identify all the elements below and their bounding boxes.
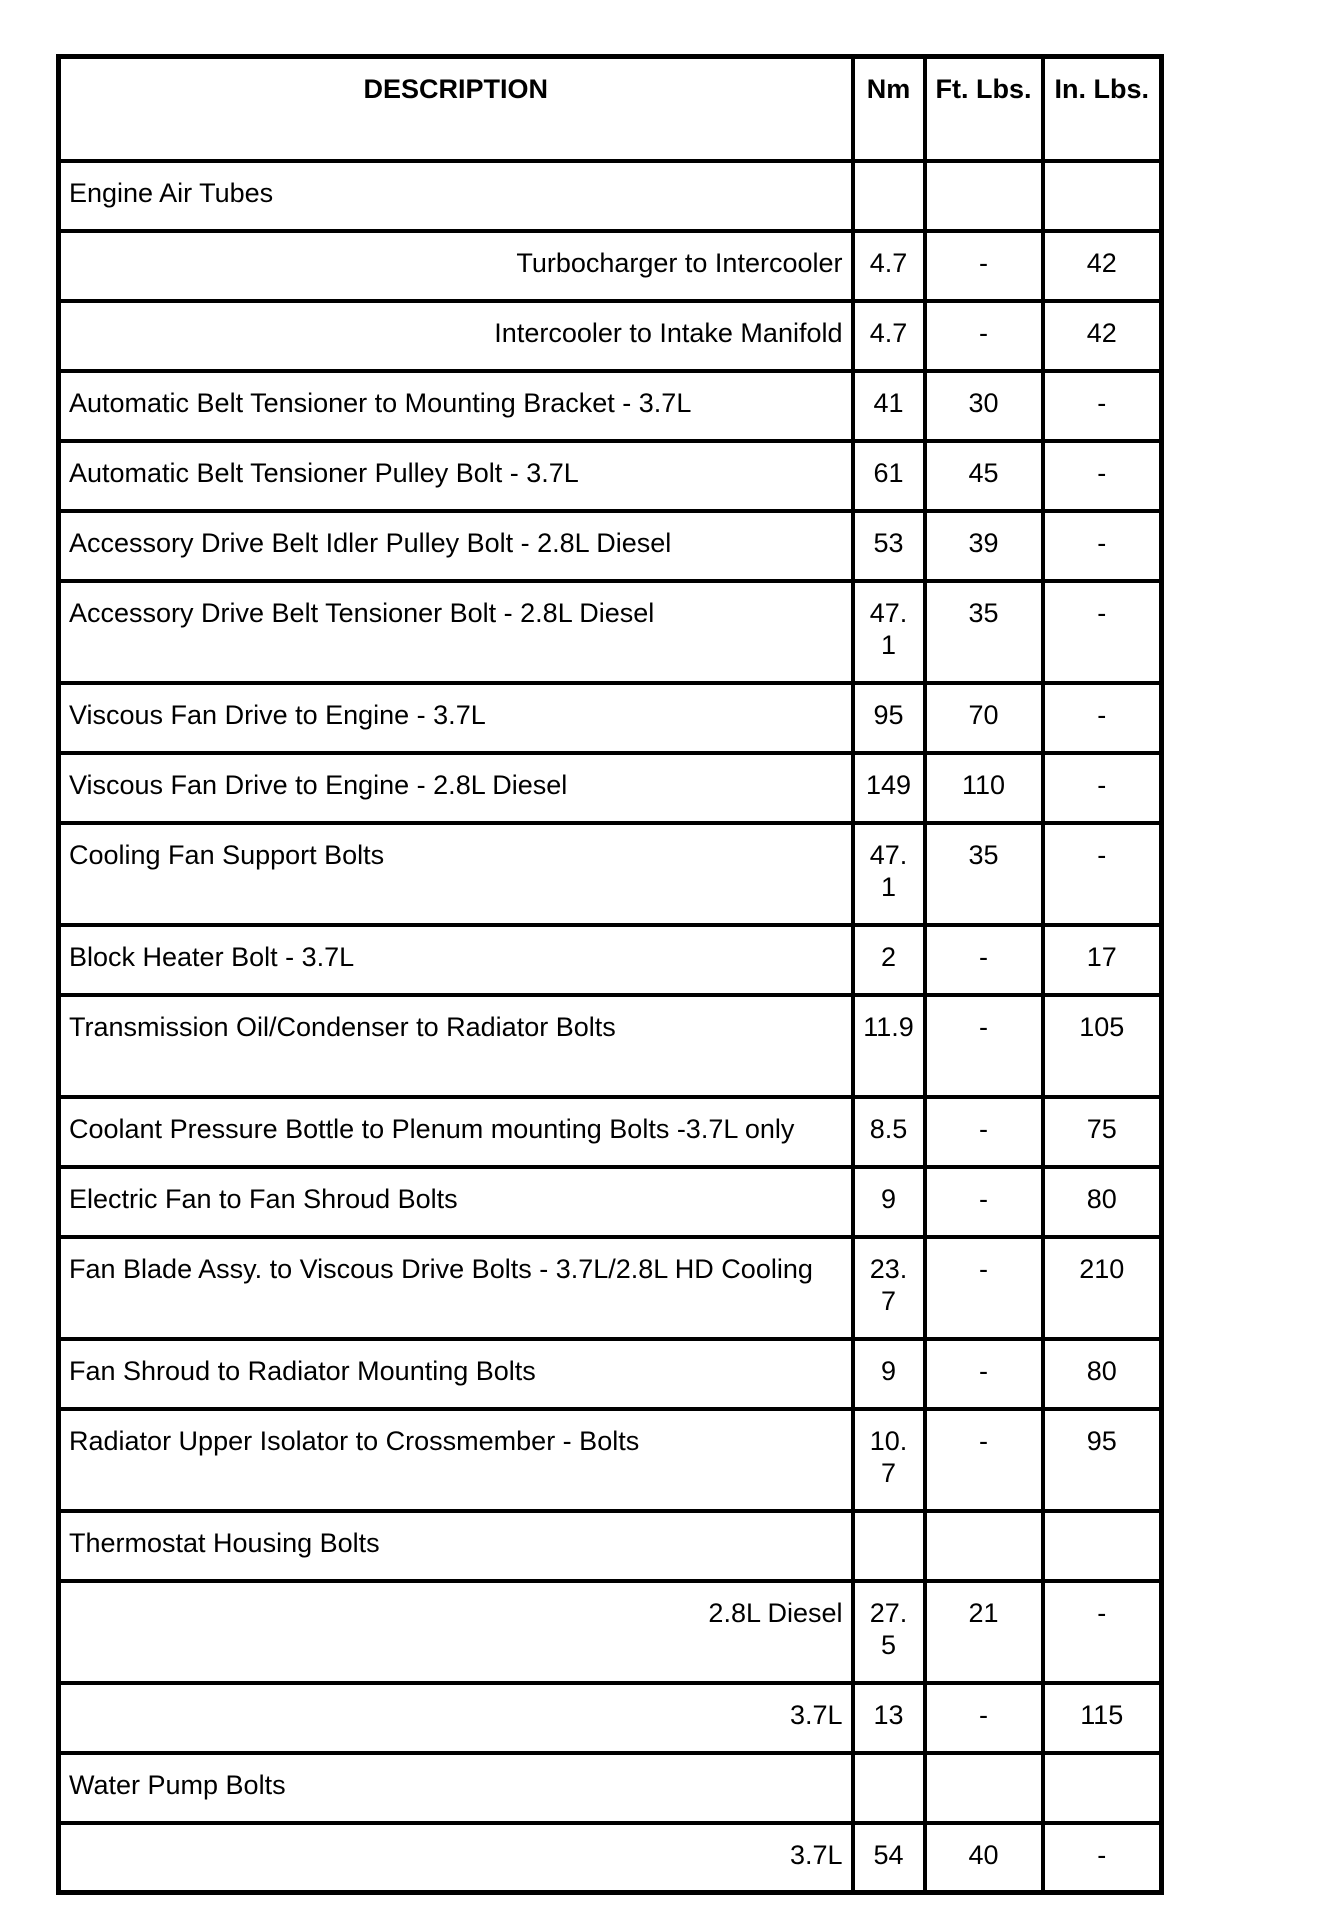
row-nm: 61 [853,441,925,511]
table-row [59,925,1162,995]
row-nm [853,161,925,231]
row-nm: 11.9 [853,995,925,1097]
row-nm: 10.7 [853,1409,925,1511]
row-ft-lbs: - [925,1409,1043,1511]
row-ft-lbs: 39 [925,511,1043,581]
row-in-lbs: - [1043,683,1162,753]
row-description: Coolant Pressure Bottle to Plenum mounting Bolts -3.7L only [59,1097,853,1167]
table-row [59,1339,1162,1409]
row-description: 3.7L [59,1823,853,1893]
table-row [59,511,1162,581]
table-row [59,1511,1162,1581]
row-in-lbs: - [1043,1581,1162,1683]
row-nm: 95 [853,683,925,753]
table-row [59,1753,1162,1823]
row-description: Thermostat Housing Bolts [59,1511,853,1581]
row-in-lbs: 75 [1043,1097,1162,1167]
row-description: Radiator Upper Isolator to Crossmember - Bolts [59,1409,853,1511]
row-nm: 149 [853,753,925,823]
row-in-lbs: - [1043,441,1162,511]
header-description: DESCRIPTION [59,57,853,161]
row-description: Automatic Belt Tensioner to Mounting Bracket - 3.7L [59,371,853,441]
table-row [59,441,1162,511]
header-nm: Nm [853,57,925,161]
row-ft-lbs: 21 [925,1581,1043,1683]
row-nm: 53 [853,511,925,581]
table-row [59,995,1162,1097]
row-in-lbs: - [1043,511,1162,581]
header-in-lbs: In. Lbs. [1043,57,1162,161]
row-description: 2.8L Diesel [59,1581,853,1683]
row-nm [853,1511,925,1581]
row-description: Viscous Fan Drive to Engine - 3.7L [59,683,853,753]
row-ft-lbs: - [925,231,1043,301]
row-in-lbs: 17 [1043,925,1162,995]
row-ft-lbs: - [925,1167,1043,1237]
table-header-row [59,57,1162,161]
row-ft-lbs: 70 [925,683,1043,753]
row-ft-lbs: 35 [925,581,1043,683]
table-row [59,1097,1162,1167]
row-description: Fan Shroud to Radiator Mounting Bolts [59,1339,853,1409]
row-in-lbs: - [1043,581,1162,683]
row-in-lbs [1043,1753,1162,1823]
row-ft-lbs: 40 [925,1823,1043,1893]
row-description: Turbocharger to Intercooler [59,231,853,301]
row-ft-lbs: 30 [925,371,1043,441]
row-description: Engine Air Tubes [59,161,853,231]
row-nm: 9 [853,1167,925,1237]
row-in-lbs: 80 [1043,1339,1162,1409]
row-description: Block Heater Bolt - 3.7L [59,925,853,995]
row-nm [853,1753,925,1823]
table-row [59,1823,1162,1893]
table-row [59,1237,1162,1339]
row-in-lbs: - [1043,753,1162,823]
row-nm: 41 [853,371,925,441]
row-nm: 47.1 [853,581,925,683]
table-row [59,581,1162,683]
table-row [59,161,1162,231]
row-nm: 8.5 [853,1097,925,1167]
row-description: Transmission Oil/Condenser to Radiator Bolts [59,995,853,1097]
row-nm: 23.7 [853,1237,925,1339]
row-ft-lbs: - [925,1683,1043,1753]
row-in-lbs: 42 [1043,301,1162,371]
row-description: Water Pump Bolts [59,1753,853,1823]
row-description: Accessory Drive Belt Idler Pulley Bolt - 2.8L Diesel [59,511,853,581]
row-ft-lbs: - [925,301,1043,371]
row-in-lbs: 80 [1043,1167,1162,1237]
row-ft-lbs: 35 [925,823,1043,925]
row-ft-lbs: - [925,925,1043,995]
row-nm: 13 [853,1683,925,1753]
row-ft-lbs: - [925,995,1043,1097]
row-description: Electric Fan to Fan Shroud Bolts [59,1167,853,1237]
row-description: 3.7L [59,1683,853,1753]
row-in-lbs: 105 [1043,995,1162,1097]
row-ft-lbs: - [925,1339,1043,1409]
row-nm: 54 [853,1823,925,1893]
row-ft-lbs: - [925,1237,1043,1339]
row-in-lbs: - [1043,371,1162,441]
row-description: Intercooler to Intake Manifold [59,301,853,371]
row-nm: 9 [853,1339,925,1409]
row-description: Cooling Fan Support Bolts [59,823,853,925]
table-row [59,301,1162,371]
row-ft-lbs [925,161,1043,231]
row-description: Accessory Drive Belt Tensioner Bolt - 2.8L Diesel [59,581,853,683]
table-row [59,1167,1162,1237]
row-nm: 2 [853,925,925,995]
row-ft-lbs: 110 [925,753,1043,823]
row-in-lbs: 115 [1043,1683,1162,1753]
row-in-lbs [1043,1511,1162,1581]
table-row [59,1581,1162,1683]
row-description: Fan Blade Assy. to Viscous Drive Bolts - 3.7L/2.8L HD Cooling [59,1237,853,1339]
row-ft-lbs [925,1753,1043,1823]
row-nm: 47.1 [853,823,925,925]
row-in-lbs: 95 [1043,1409,1162,1511]
row-in-lbs: 210 [1043,1237,1162,1339]
row-ft-lbs: 45 [925,441,1043,511]
row-ft-lbs: - [925,1097,1043,1167]
header-ft-lbs: Ft. Lbs. [925,57,1043,161]
table-row [59,753,1162,823]
row-in-lbs: - [1043,823,1162,925]
row-description: Automatic Belt Tensioner Pulley Bolt - 3.7L [59,441,853,511]
table-row [59,1409,1162,1511]
row-nm: 4.7 [853,231,925,301]
row-in-lbs: - [1043,1823,1162,1893]
table-row [59,1683,1162,1753]
table-row [59,231,1162,301]
row-in-lbs [1043,161,1162,231]
row-in-lbs: 42 [1043,231,1162,301]
torque-spec-table [56,54,1164,1895]
row-description: Viscous Fan Drive to Engine - 2.8L Diesel [59,753,853,823]
table-row [59,683,1162,753]
table-row [59,823,1162,925]
table-row [59,371,1162,441]
row-ft-lbs [925,1511,1043,1581]
row-nm: 27.5 [853,1581,925,1683]
row-nm: 4.7 [853,301,925,371]
